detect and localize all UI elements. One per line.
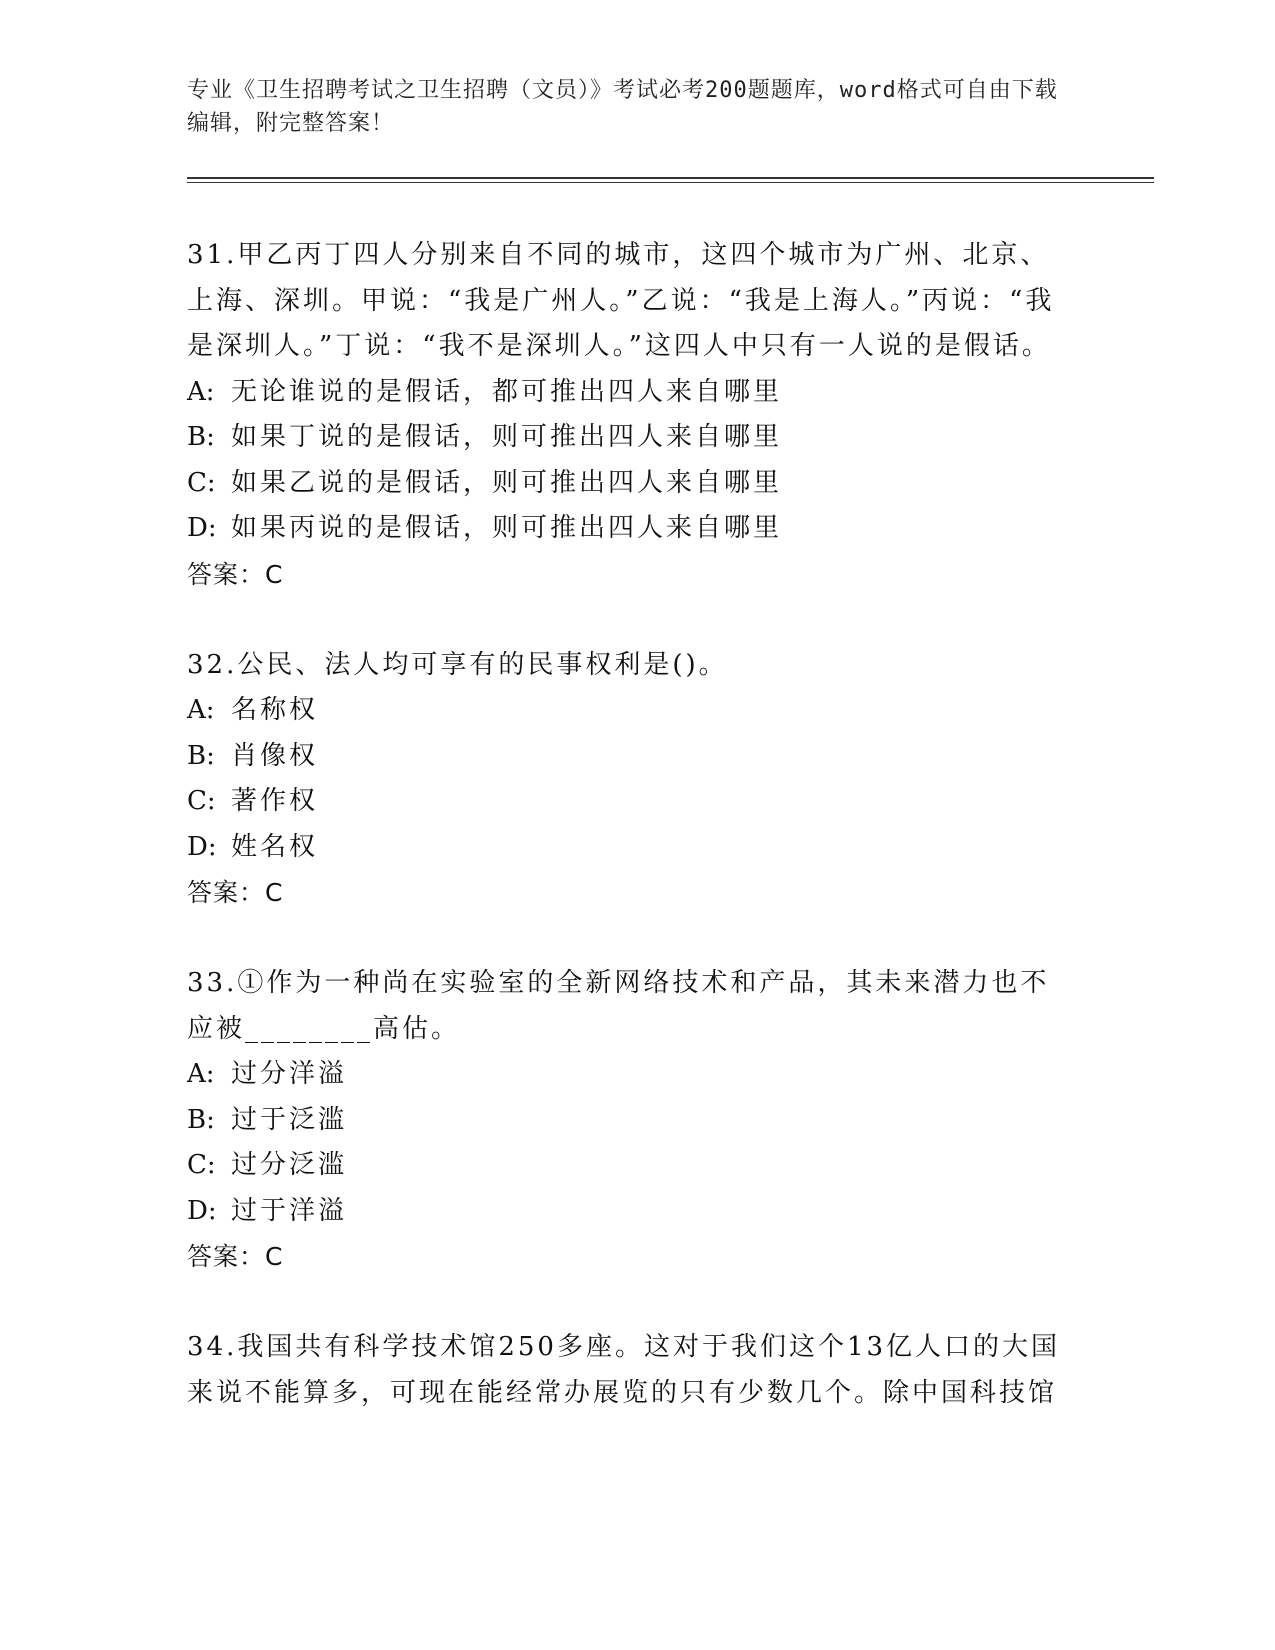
question-stem: 32.公民、法人均可享有的民事权利是()。 xyxy=(187,649,728,680)
option-letter: D: xyxy=(187,1195,217,1226)
option-c xyxy=(187,461,1067,507)
option-letter: B: xyxy=(187,422,215,452)
option-d xyxy=(187,825,1067,871)
option-b xyxy=(187,1098,1067,1144)
document-header: 专业《卫生招聘考试之卫生招聘（文员）》考试必考200题题库，word格式可自由下载编辑，附完整答案！ xyxy=(187,78,1058,136)
question-stem: 31.甲乙丙丁四人分别来自不同的城市，这四个城市为广州、北京、上海、深圳。甲说：“我是广州人。”乙说：“我是上海人。”丙说：“我是深圳人。”丁说：“我不是深圳人。”这四人中只有一人说的是假话。 xyxy=(187,240,1055,361)
question-stem: 33.①作为一种尚在实验室的全新网络技术和产品，其未来潜力也不应被________高估。 xyxy=(187,968,1050,1044)
option-text: 过分洋溢 xyxy=(231,1059,348,1089)
option-b xyxy=(187,734,1067,780)
option-c xyxy=(187,1143,1067,1189)
option-d xyxy=(187,506,1067,552)
option-text: 著作权 xyxy=(231,786,319,816)
question-34 xyxy=(187,1325,1067,1416)
header-rule-thin xyxy=(187,182,1154,183)
option-text: 如果丙说的是假话，则可推出四人来自哪里 xyxy=(231,513,783,543)
option-letter: D: xyxy=(187,513,217,543)
option-text: 过分泛滥 xyxy=(231,1150,348,1180)
option-b xyxy=(187,415,1067,461)
option-a xyxy=(187,688,1067,734)
answer-line: 答案：C xyxy=(187,878,284,907)
option-a xyxy=(187,370,1067,416)
option-letter: C: xyxy=(187,1150,216,1180)
option-text: 名称权 xyxy=(231,695,319,725)
option-letter: B: xyxy=(187,740,215,771)
option-letter: D: xyxy=(187,831,217,862)
question-33 xyxy=(187,961,1067,1280)
option-letter: A: xyxy=(187,695,215,725)
answer-line: 答案：C xyxy=(187,559,284,589)
question-31 xyxy=(187,233,1067,597)
question-stem: 34.我国共有科学技术馆250多座。这对于我们这个13亿人口的大国来说不能算多，可现在能经常办展览的只有少数几个。除中国科技馆 xyxy=(187,1332,1061,1408)
option-text: 无论谁说的是假话，都可推出四人来自哪里 xyxy=(231,376,783,407)
question-32 xyxy=(187,643,1067,916)
option-letter: A: xyxy=(187,376,215,407)
option-letter: C: xyxy=(187,786,216,816)
option-letter: A: xyxy=(187,1059,215,1089)
header-rule-thick xyxy=(187,177,1154,179)
option-text: 姓名权 xyxy=(231,831,319,862)
option-text: 如果丁说的是假话，则可推出四人来自哪里 xyxy=(231,422,783,452)
question-list xyxy=(187,233,1067,1416)
option-text: 如果乙说的是假话，则可推出四人来自哪里 xyxy=(231,467,783,498)
answer-line: 答案：C xyxy=(187,1242,284,1271)
option-a xyxy=(187,1052,1067,1098)
option-text: 过于洋溢 xyxy=(231,1195,348,1226)
option-d xyxy=(187,1189,1067,1235)
option-text: 过于泛滥 xyxy=(231,1104,348,1135)
option-letter: B: xyxy=(187,1104,215,1135)
option-letter: C: xyxy=(187,467,216,498)
option-c xyxy=(187,779,1067,825)
option-text: 肖像权 xyxy=(231,740,319,771)
